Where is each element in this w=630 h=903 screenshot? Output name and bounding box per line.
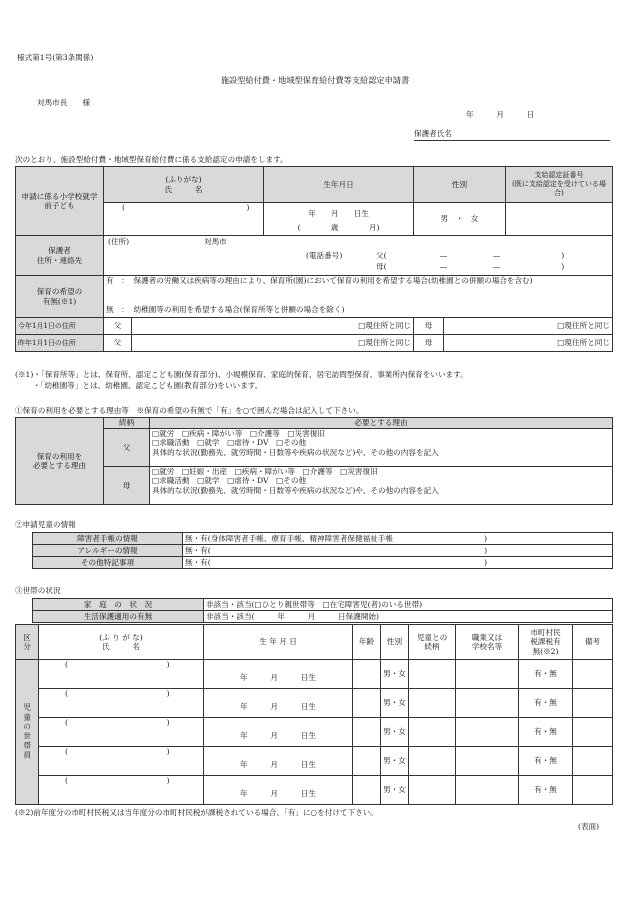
child-name-field[interactable]: ( ) [104, 203, 264, 236]
phone-father[interactable]: 父( — — ) [376, 251, 565, 260]
member-birth-field[interactable]: 年 月 日生 [204, 718, 353, 747]
member-job-field[interactable] [456, 718, 519, 747]
col-gender: 性別 [381, 625, 409, 660]
member-tax-field[interactable]: 有・無 [519, 660, 573, 689]
furigana-name-header: (ふりがな) 氏 名 [104, 167, 264, 203]
addr-this-year-father-label: 父 [104, 318, 132, 335]
household-status-field[interactable]: 非該当・該当(□ひとり親世帯等 □在宅障害児(者)のいる世帯) [204, 599, 613, 611]
disability-field[interactable]: 無・有(身体障害者手帳、療育手帳、精神障害者保健福祉手帳 ) [183, 533, 613, 545]
addr-last-year-mother-field[interactable]: □現住所と同じ [444, 335, 613, 352]
member-name-field[interactable]: ( ) [39, 718, 204, 747]
member-age-field[interactable] [353, 718, 381, 747]
note1-line1: (※1)・「保育所等」とは、保育所、認定こども園(保育部分)、小規模保育、家庭的保育、居宅訪問型保育、事業所内保育をいいます。 [15, 370, 468, 379]
member-age-field[interactable] [353, 776, 381, 805]
guardian-label: 保護者 住所・連絡先 [16, 236, 104, 276]
reason-mother-label: 母 [104, 467, 150, 505]
child-age-field[interactable]: ( 歳 月) [264, 220, 414, 236]
address-city: 対馬市 [204, 237, 227, 246]
member-note-field[interactable] [573, 660, 613, 689]
application-date[interactable]: 年 月 日 [466, 110, 535, 119]
member-relation-field[interactable] [409, 776, 456, 805]
other-notes-label: その他特記事項 [33, 557, 183, 569]
addr-last-year-father-field[interactable]: □現住所と同じ [132, 335, 414, 352]
member-row [16, 718, 613, 747]
member-birth-field[interactable]: 年 月 日生 [204, 747, 353, 776]
section3-heading: ③世帯の状況 [15, 586, 61, 595]
member-relation-field[interactable] [409, 689, 456, 718]
member-tax-field[interactable]: 有・無 [519, 718, 573, 747]
disability-label: 障害者手帳の情報 [33, 533, 183, 545]
member-row [16, 747, 613, 776]
member-row [16, 689, 613, 718]
member-job-field[interactable] [456, 660, 519, 689]
member-tax-field[interactable]: 有・無 [519, 689, 573, 718]
col-age: 年齢 [353, 625, 381, 660]
member-name-field[interactable]: ( ) [39, 689, 204, 718]
addr-this-year-label: 今年1月1日の住所 [16, 318, 104, 335]
member-job-field[interactable] [456, 689, 519, 718]
reason-header: 必要とする理由 [150, 418, 613, 429]
household-status-label: 家 庭 の 状 況 [33, 599, 204, 611]
allergy-label: アレルギーの情報 [33, 545, 183, 557]
reason-left-label: 保育の利用を 必要とする理由 [16, 418, 104, 505]
cert-header: 支給認定証番号 (既に支給認定を受けている場合) [506, 167, 613, 203]
footnote-2: (※2)前年度分の市町村民税又は当年度分の市町村民税が課税されている場合、「有」に○を付けて下さい。 [15, 808, 378, 817]
col-kubun: 区 分 [16, 625, 39, 660]
col-tax: 市町村民 税課税有 無(※2) [519, 625, 573, 660]
section2-heading: ②申請児童の情報 [15, 520, 76, 529]
wish-no-text: 幼稚園等の利用を希望する場合(保育所等と併願の場合を除く) [132, 302, 613, 318]
member-tax-field[interactable]: 有・無 [519, 747, 573, 776]
addr-last-year-mother-label: 母 [414, 335, 444, 352]
member-name-field[interactable]: ( ) [39, 660, 204, 689]
addr-this-year-mother-field[interactable]: □現住所と同じ [444, 318, 613, 335]
household-members-side-text: 児童の世帯員 [22, 703, 32, 761]
welfare-field[interactable]: 非該当・該当( 年 月 日保護開始) [204, 611, 613, 623]
wish-label: 保育の希望の 有無(※1) [16, 276, 104, 318]
household-members-table [15, 624, 613, 805]
member-row [16, 660, 613, 689]
member-gender-field[interactable]: 男・女 [381, 776, 409, 805]
member-tax-field[interactable]: 有・無 [519, 776, 573, 805]
other-notes-field[interactable]: 無・有( ) [183, 557, 613, 569]
guardian-name-label: 保護者氏名 [414, 129, 452, 138]
member-gender-field[interactable]: 男・女 [381, 660, 409, 689]
reason-table [15, 417, 613, 505]
reason-mother-line3: 具体的な状況(勤務先、就労時間・日数等や疾病の状況など)や、その他の内容を記入 [152, 485, 439, 495]
page-title: 施設型給付費・地域型保育給付費等支給認定申請書 [220, 75, 410, 85]
phone-label: (電話番号) [306, 251, 343, 260]
col-note: 備考 [573, 625, 613, 660]
child-birth-field[interactable]: 年 月 日生 [264, 203, 414, 220]
reason-father-line1[interactable]: □就労 □疾病・障がい等 □介護等 □災害復旧 [152, 429, 325, 438]
reason-father-label: 父 [104, 429, 150, 467]
member-relation-field[interactable] [409, 718, 456, 747]
relation-header: 続柄 [104, 418, 150, 429]
member-note-field[interactable] [573, 747, 613, 776]
intro-text: 次のとおり、施設型給付費・地域型保育給付費に係る支給認定の申請をします。 [15, 155, 288, 164]
child-label: 申請に係る小学校就学前子ども [16, 167, 104, 236]
child-gender-field[interactable]: 男 ・ 女 [414, 203, 506, 236]
guardian-name-field[interactable] [414, 129, 610, 141]
birth-header: 生年月日 [264, 167, 414, 203]
addr-last-year-label: 昨年1月1日の住所 [16, 335, 104, 352]
member-name-field[interactable]: ( ) [39, 747, 204, 776]
gender-header: 性別 [414, 167, 506, 203]
member-relation-field[interactable] [409, 660, 456, 689]
member-job-field[interactable] [456, 747, 519, 776]
addressee: 対馬市長 様 [37, 98, 91, 107]
member-job-field[interactable] [456, 776, 519, 805]
col-relation: 児童との 続柄 [409, 625, 456, 660]
page-side-label: (表面) [578, 822, 600, 831]
reason-father-line2[interactable]: □求職活動 □就学 □虐待・DV □その他 [152, 438, 307, 448]
member-birth-field[interactable]: 年 月 日生 [204, 776, 353, 805]
member-note-field[interactable] [573, 718, 613, 747]
member-age-field[interactable] [353, 747, 381, 776]
welfare-label: 生活保護適用の有無 [33, 611, 204, 623]
col-job: 職業又は 学校名等 [456, 625, 519, 660]
addr-this-year-father-field[interactable]: □現住所と同じ [132, 318, 414, 335]
allergy-field[interactable]: 無・有( ) [183, 545, 613, 557]
col-name: (ふ り が な) 氏 名 [39, 625, 204, 660]
reason-father-field[interactable] [150, 429, 613, 467]
guardian-contact-field[interactable] [104, 236, 613, 276]
member-gender-field[interactable]: 男・女 [381, 689, 409, 718]
member-age-field[interactable] [353, 660, 381, 689]
child-info-table [32, 532, 613, 569]
member-birth-field[interactable]: 年 月 日生 [204, 660, 353, 689]
member-relation-field[interactable] [409, 747, 456, 776]
phone-mother[interactable]: 母( — — ) [376, 262, 565, 271]
form-number: 様式第1号(第3条関係) [17, 53, 94, 62]
reason-mother-line1[interactable]: □就労 □妊娠・出産 □疾病・障がい等 □介護等 □災害復旧 [152, 467, 378, 476]
member-name-field[interactable]: ( ) [39, 776, 204, 805]
wish-yes-text: 保護者の労働又は疾病等の理由により、保育所(園)において保育の利用を希望する場合(幼稚園との併願の場合を含む) [132, 276, 613, 302]
cert-number-field[interactable] [506, 203, 613, 236]
note1-line2: ・「幼稚園等」とは、幼稚園、認定こども園(教育部分)をいいます。 [33, 381, 263, 390]
household-members-side-label [16, 660, 39, 805]
member-note-field[interactable] [573, 776, 613, 805]
address-label: (住所) [108, 237, 130, 246]
member-gender-field[interactable]: 男・女 [381, 747, 409, 776]
member-age-field[interactable] [353, 689, 381, 718]
member-note-field[interactable] [573, 689, 613, 718]
applicant-table [15, 166, 613, 352]
addr-last-year-father-label: 父 [104, 335, 132, 352]
reason-mother-field[interactable] [150, 467, 613, 505]
member-birth-field[interactable]: 年 月 日生 [204, 689, 353, 718]
addr-this-year-mother-label: 母 [414, 318, 444, 335]
section1-heading: ①保育の利用を必要とする理由等 ※保育の希望の有無で「有」を○で囲んだ場合は記入して下さい。 [15, 406, 364, 415]
reason-father-line3: 具体的な状況(勤務先、就労時間・日数等や疾病の状況など)や、その他の内容を記入 [152, 447, 439, 457]
col-birth: 生 年 月 日 [204, 625, 353, 660]
wish-no-option[interactable]: 無 ： [104, 302, 132, 318]
household-status-table [32, 598, 613, 623]
member-row [16, 776, 613, 805]
wish-yes-option[interactable]: 有 ： [104, 276, 132, 302]
reason-mother-line2[interactable]: □求職活動 □就学 □虐待・DV □その他 [152, 476, 307, 486]
member-gender-field[interactable]: 男・女 [381, 718, 409, 747]
